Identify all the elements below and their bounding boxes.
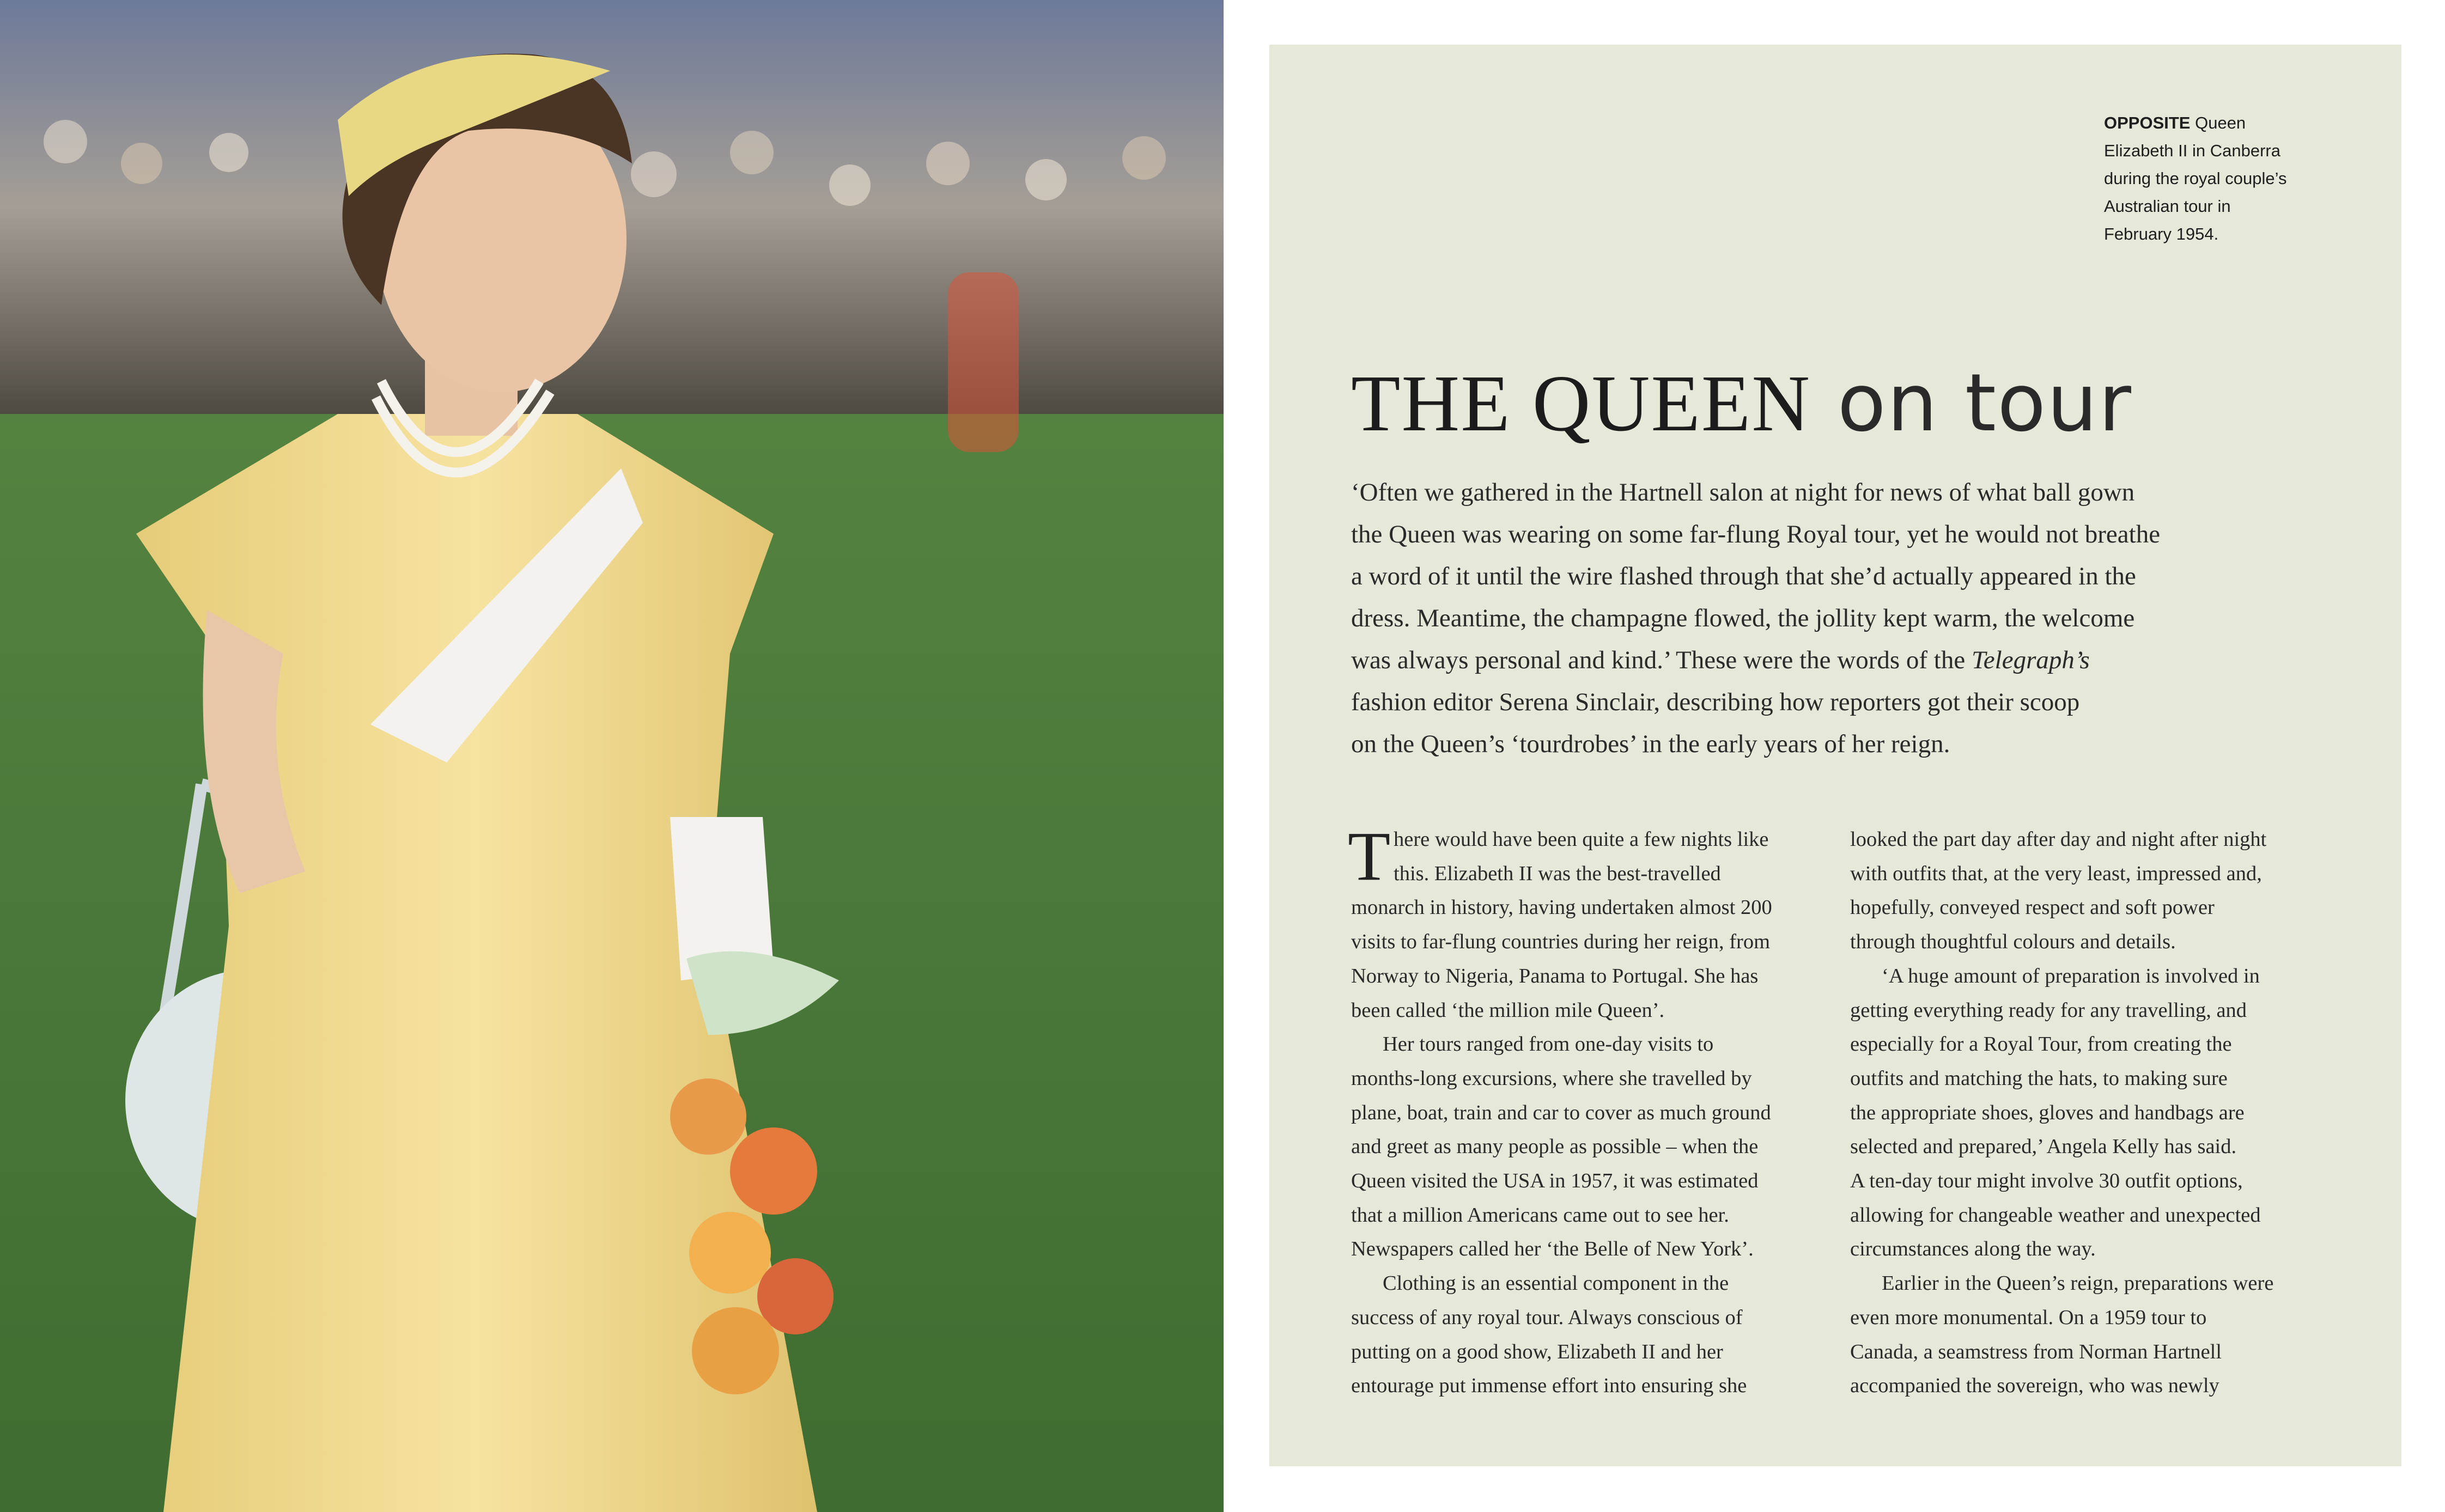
caption-line: Queen — [2190, 113, 2246, 132]
body-line: Canada, a seamstress from Norman Hartnell — [1850, 1340, 2222, 1363]
body-line: with outfits that, at the very least, impressed and, — [1850, 862, 2262, 885]
body-line: looked the part day after day and night after night — [1850, 828, 2267, 851]
intro-line: the Queen was wearing on some far-flung Royal tour, yet he would not breathe — [1351, 520, 2161, 548]
body-line: accompanied the sovereign, who was newly — [1850, 1374, 2219, 1398]
caption-line: during the royal couple’s — [2104, 169, 2287, 188]
body-line: that a million Americans came out to see her. — [1351, 1203, 1729, 1227]
body-line: Queen visited the USA in 1957, it was estimated — [1351, 1169, 1759, 1193]
body-line: putting on a good show, Elizabeth II and her — [1351, 1340, 1723, 1363]
body-line: hopefully, conveyed respect and soft power — [1850, 896, 2215, 919]
body-line: here would have been quite a few nights like — [1394, 828, 1769, 851]
body-line: Newspapers called her ‘the Belle of New York’. — [1351, 1237, 1754, 1261]
drop-cap: T — [1348, 818, 1391, 895]
intro-line: on the Queen’s ‘tourdrobes’ in the early years of her reign. — [1351, 730, 1950, 758]
intro-italic-publication: Telegraph’s — [1971, 646, 2090, 674]
body-line: entourage put immense effort into ensuring she — [1351, 1374, 1747, 1398]
body-line: Her tours ranged from one-day visits to — [1383, 1033, 1714, 1056]
intro-line — [1351, 639, 2277, 681]
body-line: getting everything ready for any travelling, and — [1850, 998, 2247, 1022]
body-line: circumstances along the way. — [1850, 1237, 2096, 1261]
body-line: Earlier in the Queen’s reign, preparations were — [1882, 1272, 2274, 1295]
intro-text: was always personal and kind.’ These were the words of the — [1351, 646, 1972, 674]
body-column-left — [1351, 822, 1830, 1403]
body-line: Clothing is an essential component in the — [1383, 1272, 1729, 1295]
intro-paragraph — [1351, 472, 2277, 765]
body-line: this. Elizabeth II was the best-travelled — [1394, 862, 1721, 885]
intro-line: a word of it until the wire flashed through that she’d actually appeared in the — [1351, 562, 2136, 590]
caption-line: Australian tour in — [2104, 197, 2231, 216]
body-line: allowing for changeable weather and unexpected — [1850, 1203, 2261, 1227]
body-line: through thoughtful colours and details. — [1850, 930, 2176, 954]
body-line: Norway to Nigeria, Panama to Portugal. She has — [1351, 964, 1759, 987]
caption-label: OPPOSITE — [2104, 113, 2191, 132]
photo-caption — [2104, 109, 2333, 248]
intro-line: ‘Often we gathered in the Hartnell salon at night for news of what ball gown — [1351, 478, 2135, 507]
body-line: the appropriate shoes, gloves and handbags are — [1850, 1101, 2245, 1124]
body-line: A ten-day tour might involve 30 outfit options, — [1850, 1169, 2243, 1193]
body-line: and greet as many people as possible – when the — [1351, 1135, 1759, 1159]
title-light: on tour — [1811, 357, 2132, 449]
body-line: success of any royal tour. Always conscious of — [1351, 1306, 1743, 1329]
page-title — [1351, 349, 2132, 458]
intro-line: fashion editor Serena Sinclair, describing how reporters got their scoop — [1351, 688, 2080, 716]
body-line: ‘A huge amount of preparation is involved in — [1882, 964, 2260, 987]
body-line: even more monumental. On a 1959 tour to — [1850, 1306, 2207, 1329]
body-line: especially for a Royal Tour, from creating the — [1850, 1033, 2232, 1056]
body-line: selected and prepared,’ Angela Kelly has said. — [1850, 1135, 2237, 1159]
title-main: THE QUEEN — [1351, 359, 1811, 448]
body-line: months-long excursions, where she travelled by — [1351, 1066, 1752, 1090]
body-line: visits to far-flung countries during her reign, from — [1351, 930, 1771, 954]
body-line: been called ‘the million mile Queen’. — [1351, 998, 1665, 1022]
caption-line: February 1954. — [2104, 224, 2219, 243]
body-line: monarch in history, having undertaken almost 200 — [1351, 896, 1772, 919]
body-line: plane, boat, train and car to cover as much ground — [1351, 1101, 1771, 1124]
body-line: outfits and matching the hats, to making sure — [1850, 1066, 2228, 1090]
body-column-right — [1850, 822, 2340, 1403]
caption-line: Elizabeth II in Canberra — [2104, 141, 2280, 160]
intro-line: dress. Meantime, the champagne flowed, the jollity kept warm, the welcome — [1351, 604, 2135, 632]
